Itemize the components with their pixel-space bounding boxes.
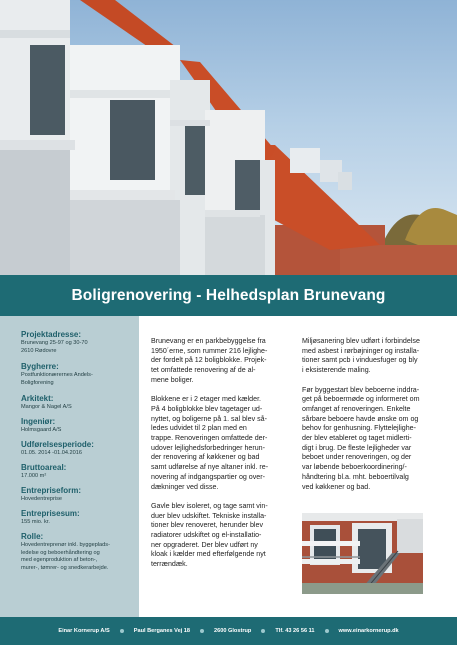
footer-company: Einar Kornerup A/S — [58, 628, 110, 634]
separator-dot-icon — [325, 629, 329, 633]
text-line: radiatorer udskiftet og el-installatio- — [151, 531, 262, 540]
text-line: Miljøsanering blev udført i forbindelse — [302, 337, 420, 345]
text-line: udover lejlighedsforbedringer herun- — [151, 443, 265, 452]
separator-dot-icon — [200, 629, 204, 633]
page-title: Boligrenovering - Helhedsplan Brunevang — [71, 286, 386, 304]
text-line: kloak i kælder med efterfølgende nyt — [151, 550, 266, 559]
footer-address: Paul Berganes Vej 18 — [133, 628, 191, 634]
text-line: På 4 boligblokke blev tagetager ud- — [151, 404, 263, 413]
balcony-illustration — [302, 513, 423, 594]
text-line: håndtering bl.a. mht. beboertilvalg — [302, 472, 409, 481]
fact-value: Hovedentreprise — [21, 496, 63, 502]
body-column-2 — [302, 337, 447, 502]
fact-value: 155 mio. kr. — [21, 519, 50, 525]
paragraph — [302, 386, 447, 493]
paragraph — [151, 337, 289, 386]
text-line: Blokkene er i 2 etager med kælder. — [151, 395, 262, 404]
fact-contract-form — [21, 486, 136, 504]
text-line: tioner blev renoveret, herunder blev — [151, 521, 263, 530]
fact-label: Arkitekt: — [21, 394, 54, 403]
footer-city: 2600 Glostrup — [214, 628, 252, 634]
text-line: tet omfattede renovering af de al- — [151, 366, 256, 375]
separator-dot-icon — [120, 629, 124, 633]
text-line: med asbest i rørbøjninger og installa- — [302, 346, 420, 355]
text-line: digt i brug. De fleste lejligheder var — [302, 443, 412, 452]
text-line: ved køkkener og bad. — [302, 482, 371, 491]
fact-value: Mangor & Nagel A/S — [21, 404, 72, 410]
text-line: ledes udvidet til 2 plan med en — [151, 424, 247, 433]
footer-website[interactable]: www.einarkornerup.dk — [338, 628, 399, 634]
fact-value: 2610 Rødovre — [21, 347, 57, 354]
fact-value: 01.05. 2014 -01.04.2016 — [21, 450, 82, 456]
fact-value: Holmsgaard A/S — [21, 427, 62, 433]
text-line: nyttet, og boligerne på 1. sal blev så- — [151, 414, 267, 423]
text-line: dækninger ved disse. — [151, 482, 219, 491]
balcony-photo — [302, 513, 423, 594]
text-line: i eksisterende maling. — [302, 366, 371, 375]
fact-value: med egenproduktion af beton-, — [21, 557, 98, 564]
text-line: der renovering af køkkener og bad — [151, 453, 260, 462]
fact-value: 17.000 m² — [21, 473, 47, 479]
text-line: 1950´erne, som rummer 216 lejlighe- — [151, 346, 268, 355]
text-line: Gavle blev isoleret, og tage samt vin- — [151, 501, 268, 510]
project-facts-sidebar — [0, 316, 139, 618]
fact-label: Bruttoareal: — [21, 463, 67, 472]
text-line: beboet under renoveringen, og der — [302, 453, 412, 462]
text-line: duer blev udskiftet. Tekniske installa- — [151, 511, 267, 520]
text-line: ner opgraderet. Der blev udført ny — [151, 540, 258, 549]
text-line: omfanget af renoveringen. Enkelte — [302, 404, 411, 413]
fact-value: murer-, tømrer- og snedkerarbejde. — [21, 564, 109, 571]
text-line: tioner samt pcb i vinduesfuger og bly — [302, 356, 418, 365]
fact-value: Brunevang 25-97 og 30-70 — [21, 340, 88, 346]
fact-role — [21, 532, 136, 572]
fact-architect — [21, 394, 136, 412]
footer-bar — [0, 617, 457, 645]
text-line: trappe. Renoveringen omfattede der- — [151, 434, 268, 443]
fact-label: Projektadresse: — [21, 330, 82, 339]
text-line: novering af indgangspartier og over- — [151, 472, 265, 481]
text-line: sårbare beboere havde ønske om og — [302, 414, 419, 423]
hero-photo — [0, 0, 457, 275]
footer-phone: Tlf. 43 26 56 11 — [275, 628, 315, 634]
paragraph — [151, 502, 289, 570]
body-column-1 — [151, 337, 289, 580]
title-bar — [0, 275, 457, 316]
fact-value: Boligforening — [21, 379, 54, 386]
text-line: mene boliger. — [151, 375, 194, 384]
fact-engineer — [21, 417, 136, 435]
fact-label: Udførelsesperiode: — [21, 440, 94, 449]
paragraph — [151, 395, 289, 492]
fact-label: Entrepriseform: — [21, 486, 82, 495]
text-line: samt udførelse af nye altaner inkl. re- — [151, 463, 269, 472]
text-line: behov for genhusning. Flyttelejlighe- — [302, 424, 416, 433]
fact-label: Ingeniør: — [21, 417, 56, 426]
fact-label: Entreprisesum: — [21, 509, 80, 518]
fact-gross-area — [21, 463, 136, 481]
fact-project-address — [21, 330, 136, 355]
fact-developer — [21, 362, 136, 387]
text-line: terrændæk. — [151, 560, 188, 569]
fact-period — [21, 440, 136, 458]
fact-contract-sum — [21, 509, 136, 527]
text-line: Brunevang er en parkbebyggelse fra — [151, 337, 266, 345]
text-line: var løbende beboerkoordinering/- — [302, 463, 407, 472]
separator-dot-icon — [261, 629, 265, 633]
text-line: Før byggestart blev beboerne inddra- — [302, 385, 420, 394]
building-illustration — [0, 0, 457, 275]
text-line: der fordelt på 12 boligblokke. Projek- — [151, 356, 267, 365]
text-line: get på beboermøde og informeret om — [302, 395, 420, 404]
fact-label: Bygherre: — [21, 362, 59, 371]
paragraph — [302, 337, 447, 376]
fact-value: ledelse og beboerhåndtering og — [21, 549, 100, 556]
fact-value: Hovedentreprenør inkl. byggeplads- — [21, 542, 110, 548]
text-line: der blev etableret og taget midlerti- — [302, 434, 412, 443]
fact-value: Postfunktionærernes Andels- — [21, 372, 93, 378]
fact-label: Rolle: — [21, 532, 44, 541]
